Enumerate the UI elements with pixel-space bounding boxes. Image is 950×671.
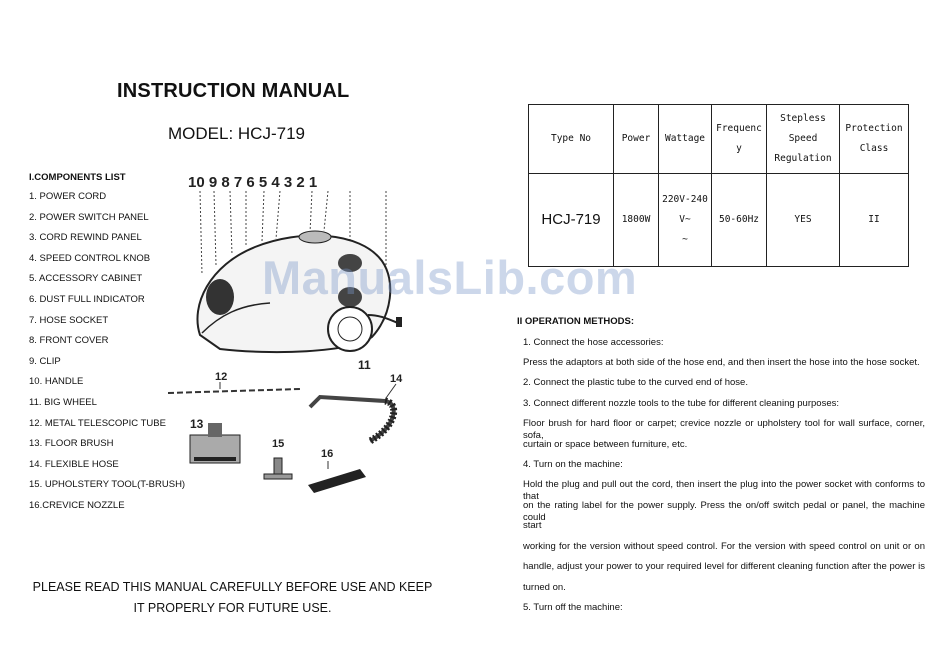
component-item: 3. CORD REWIND PANEL	[29, 232, 142, 244]
header-power: Power	[614, 105, 659, 174]
manual-title: INSTRUCTION MANUAL	[117, 80, 350, 102]
component-item: 6. DUST FULL INDICATOR	[29, 293, 145, 305]
component-item: 11. BIG WHEEL	[29, 396, 97, 408]
header-stepless-line-3: Regulation	[774, 153, 832, 164]
cell-protection: II	[840, 174, 909, 267]
op-line: turned on.	[523, 582, 566, 593]
components-heading: I.COMPONENTS LIST	[29, 172, 126, 183]
cell-frequency: 50-60Hz	[712, 174, 767, 267]
component-item: 4. SPEED CONTROL KNOB	[29, 252, 151, 264]
header-protection-line-1: Protection	[845, 123, 903, 134]
vacuum-diagram	[160, 165, 430, 495]
cell-wattage-line-3: ~	[682, 234, 688, 245]
diagram-number-row: 10 9 8 7 6 5 4 3 2 1	[188, 174, 318, 191]
diagram-number-11: 11	[358, 358, 371, 372]
watermark: ManualsLib.com	[262, 251, 638, 304]
op-line: 5. Turn off the machine:	[523, 602, 623, 613]
diagram-number-13: 13	[190, 417, 204, 431]
cell-wattage-line-2: V~	[679, 214, 691, 225]
component-item: 8. FRONT COVER	[29, 335, 109, 347]
component-item: 10. HANDLE	[29, 376, 84, 388]
component-item: 12. METAL TELESCOPIC TUBE	[29, 417, 166, 429]
component-item: 9. CLIP	[29, 355, 61, 367]
header-type-no: Type No	[529, 105, 614, 174]
header-stepless-line-2: Speed	[788, 133, 818, 144]
cell-type-no: HCJ-719	[529, 174, 614, 267]
op-line: Floor brush for hard floor or carpet; crevice nozzle or upholstery tool for wall surface, corner, sofa,	[523, 418, 925, 441]
component-item: 13. FLOOR BRUSH	[29, 438, 114, 450]
op-line: Hold the plug and pull out the cord, then insert the plug into the power socket with conforms to that	[523, 479, 925, 502]
diagram-number-12: 12	[215, 371, 228, 383]
header-frequency	[712, 105, 767, 174]
footer-line-1: PLEASE READ THIS MANUAL CAREFULLY BEFORE USE AND KEEP	[32, 580, 433, 594]
header-frequency-line-1: Frequenc	[716, 123, 762, 134]
op-line: curtain or space between furniture, etc.	[523, 439, 688, 450]
header-protection	[840, 105, 909, 174]
header-protection-line-2: Class	[859, 143, 889, 154]
op-line: working for the version without speed control. For the version with speed control on unit or on	[523, 541, 925, 552]
cell-wattage	[659, 174, 712, 267]
component-item: 15. UPHOLSTERY TOOL(T-BRUSH)	[29, 479, 186, 491]
spec-table	[528, 104, 909, 267]
cell-wattage-line-1: 220V-240	[662, 194, 708, 205]
operation-heading: II OPERATION METHODS:	[517, 316, 634, 327]
footer-line-2: IT PROPERLY FOR FUTURE USE.	[133, 601, 332, 615]
cell-power: 1800W	[614, 174, 659, 267]
op-line: on the rating label for the power supply. Press the on/off switch pedal or panel, the machine could	[523, 500, 925, 523]
component-item: 14. FLEXIBLE HOSE	[29, 458, 119, 470]
op-line: 2. Connect the plastic tube to the curved end of hose.	[523, 377, 748, 388]
header-wattage: Wattage	[659, 105, 712, 174]
component-item: 2. POWER SWITCH PANEL	[29, 211, 149, 223]
model-label: MODEL: HCJ-719	[168, 124, 305, 143]
diagram-number-14: 14	[390, 373, 403, 385]
op-line: 3. Connect different nozzle tools to the tube for different cleaning purposes:	[523, 398, 839, 409]
diagram-number-15: 15	[272, 438, 285, 450]
component-item: 5. ACCESSORY CABINET	[29, 273, 143, 285]
component-item: 1. POWER CORD	[29, 191, 107, 202]
component-item: 7. HOSE SOCKET	[29, 314, 109, 326]
op-line: Press the adaptors at both side of the hose end, and then insert the hose into the hose socket.	[523, 357, 920, 368]
op-line: handle, adjust your power to your required level for different cleaning function after the power is	[523, 561, 925, 572]
header-stepless	[767, 105, 840, 174]
cell-stepless: YES	[767, 174, 840, 267]
spec-header-row	[529, 105, 909, 174]
footer-notice	[20, 577, 445, 619]
op-line: 4. Turn on the machine:	[523, 459, 623, 470]
diagram-number-16: 16	[321, 448, 334, 460]
op-line: 1. Connect the hose accessories:	[523, 337, 664, 348]
component-item: 16.CREVICE NOZZLE	[29, 499, 125, 511]
op-line: start	[523, 520, 542, 531]
header-stepless-line-1: Stepless	[780, 113, 826, 124]
header-frequency-line-2: y	[736, 143, 742, 154]
